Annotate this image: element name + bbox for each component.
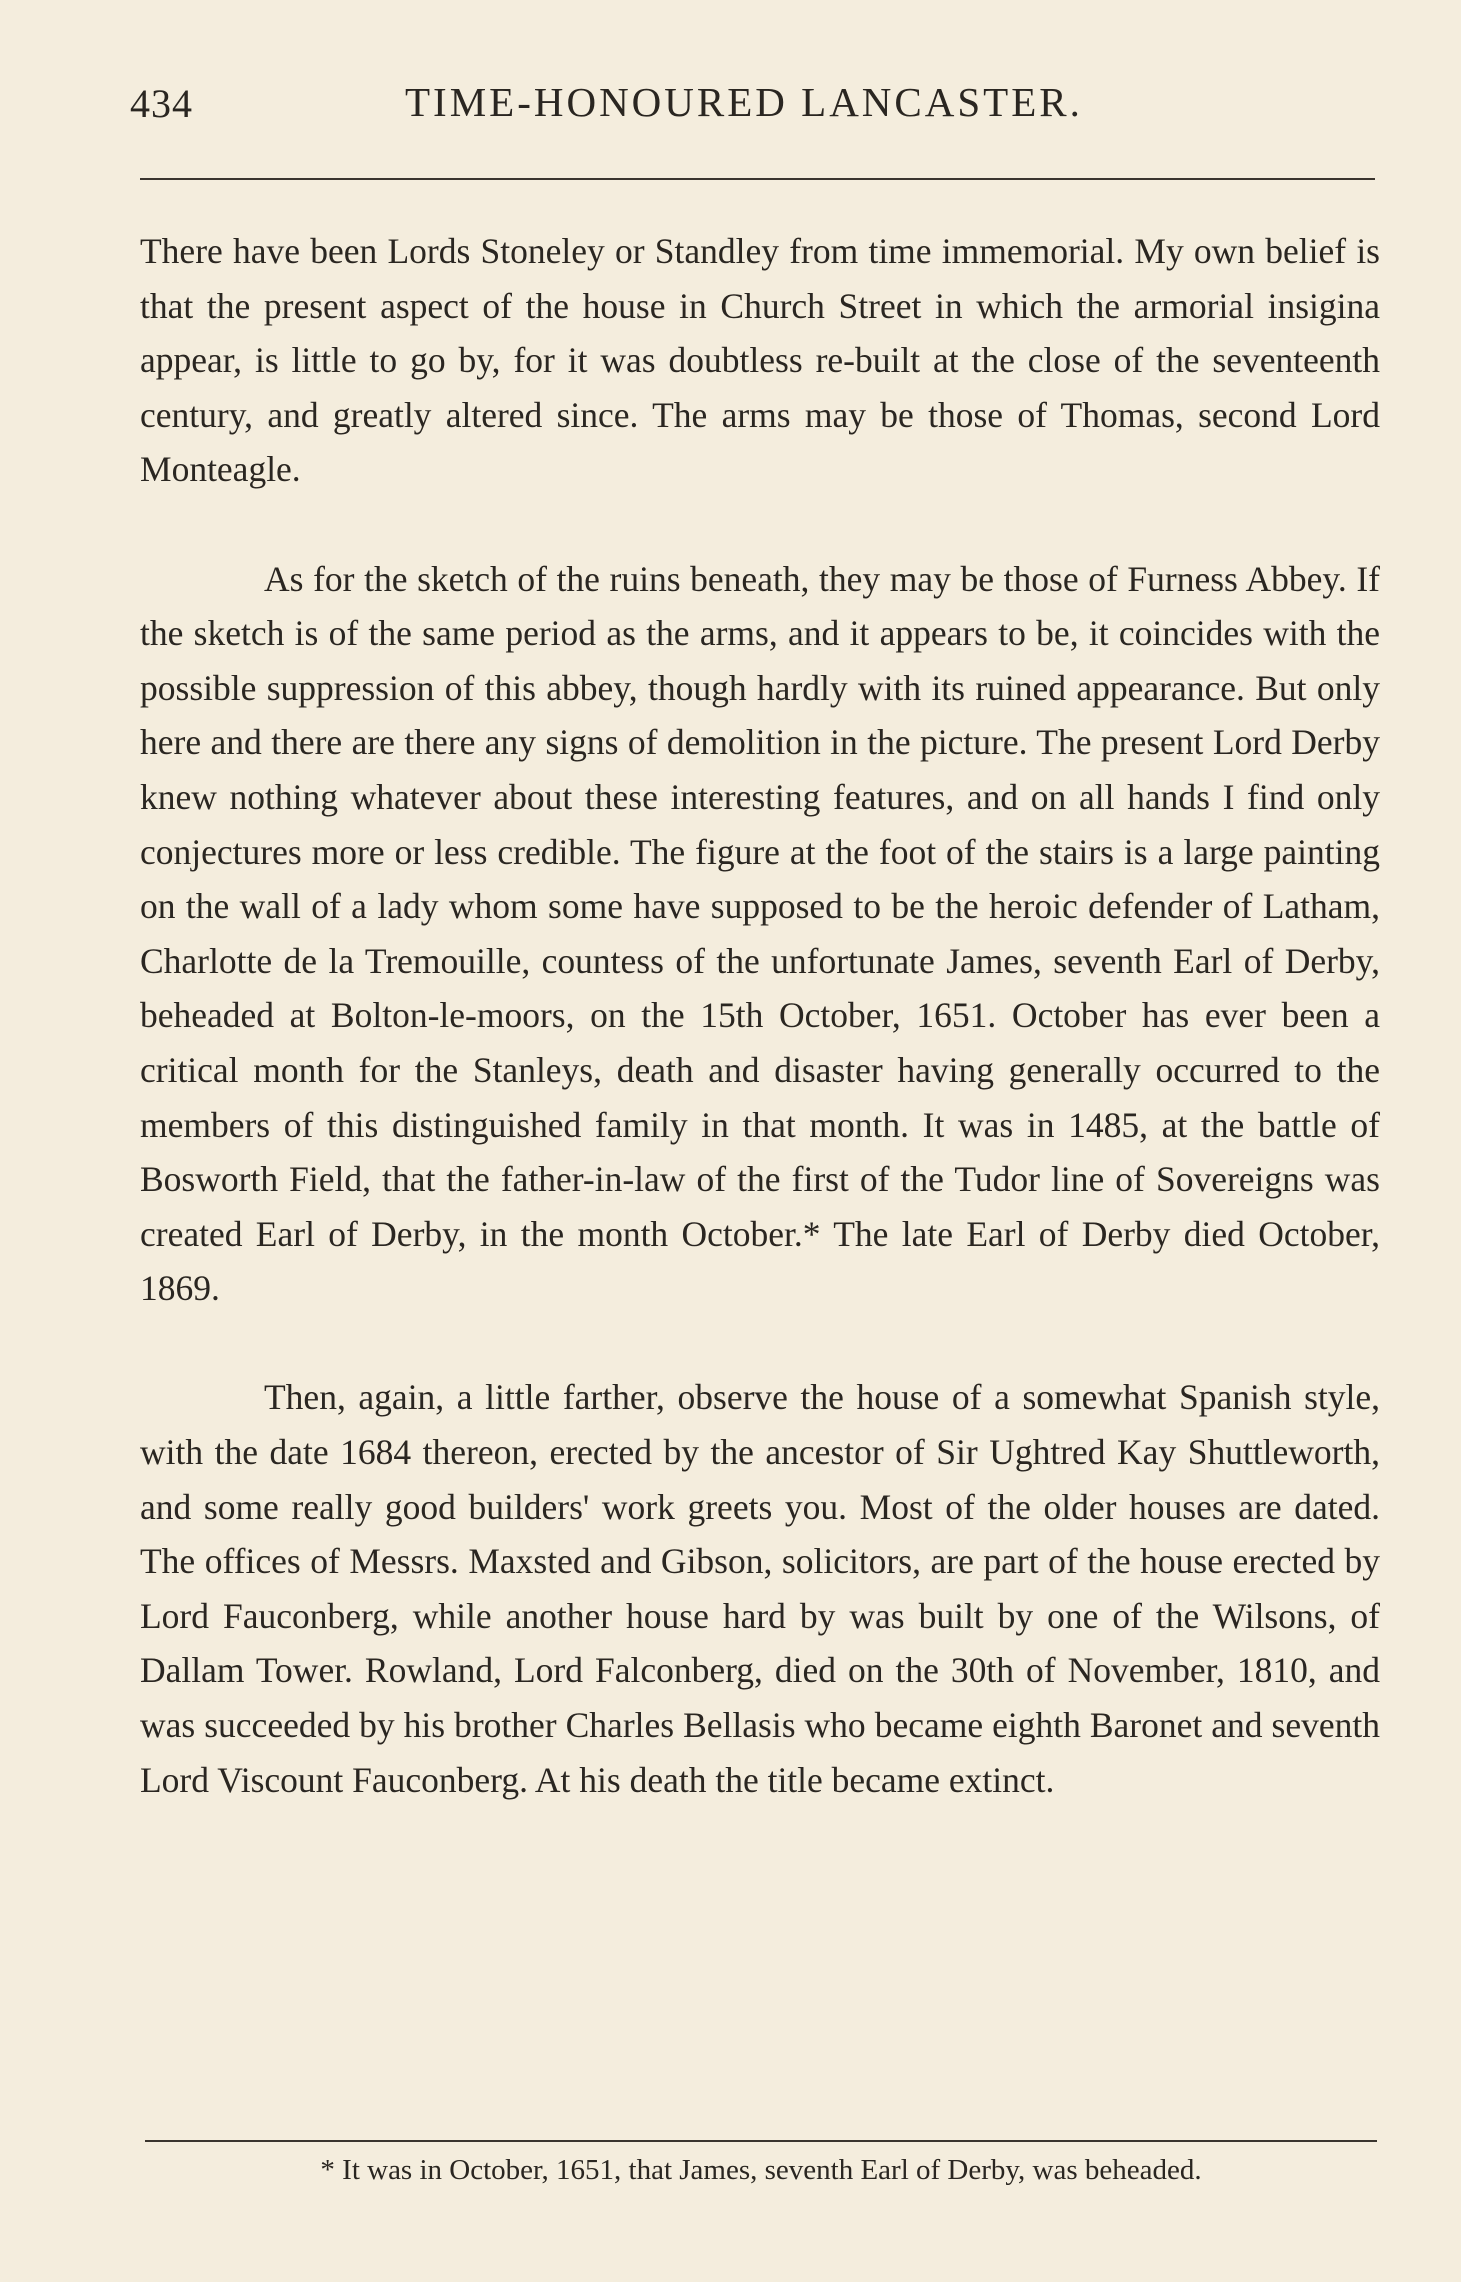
header-rule — [140, 178, 1375, 180]
footnote: * It was in October, 1651, that James, seventh Earl of Derby, was beheaded. — [320, 2154, 1202, 2186]
paragraph-1: There have been Lords Stoneley or Standley from time immemorial. My own belief is that the present aspect of the house in Church Street in which the armorial insigina appear, is little to go by, for it was doubtless re-built at the close of the seventeenth century, and greatly altered since. The arms may be those of Thomas, second Lord Monteagle. — [140, 231, 1380, 490]
paragraph-3: Then, again, a little farther, observe the house of a somewhat Spanish style, with the date 1684 thereon, erected by the ancestor of Sir Ughtred Kay Shuttleworth, and some really good builders' work greets you. Most of the older houses are dated. The offices of Messrs. Maxsted and Gibson, solicitors, are part of the house erected by Lord Fauconberg, while another house hard by was built by one of the Wilsons, of Dallam Tower. Rowland, Lord Falconberg, died on the 30th of November, 1810, and was succeeded by his brother Charles Bellasis who became eighth Baronet and seventh Lord Viscount Fauconberg. At his death the title became extinct. — [140, 1377, 1380, 1800]
paragraph-2: As for the sketch of the ruins beneath, they may be those of Furness Abbey. If the sketch is of the same period as the arms, and it appears to be, it coincides with the possible suppression of this abbey, though hardly with its ruined appearance. But only here and there are there any signs of demolition in the picture. The present Lord Derby knew nothing whatever about these interesting features, and on all hands I find only conjectures more or less credible. The figure at the foot of the stairs is a large painting on the wall of a lady whom some have supposed to be the heroic defender of Latham, Charlotte de la Tremouille, countess of the unfortunate James, seventh Earl of Derby, beheaded at Bolton-le-moors, on the 15th October, 1651. October has ever been a critical month for the Stanleys, death and disaster having generally occurred to the members of this distinguished family in that month. It was in 1485, at the battle of Bosworth Field, that the father-in-law of the first of the Tudor line of Sovereigns was created Earl of Derby, in the month October.* The late Earl of Derby died October, 1869. — [140, 558, 1380, 1309]
body-text — [140, 224, 1380, 1807]
running-title: TIME-HONOURED LANCASTER. — [405, 79, 1083, 125]
footnote-rule — [145, 2140, 1377, 2142]
page-header — [130, 70, 1375, 130]
page-number: 434 — [130, 81, 193, 126]
